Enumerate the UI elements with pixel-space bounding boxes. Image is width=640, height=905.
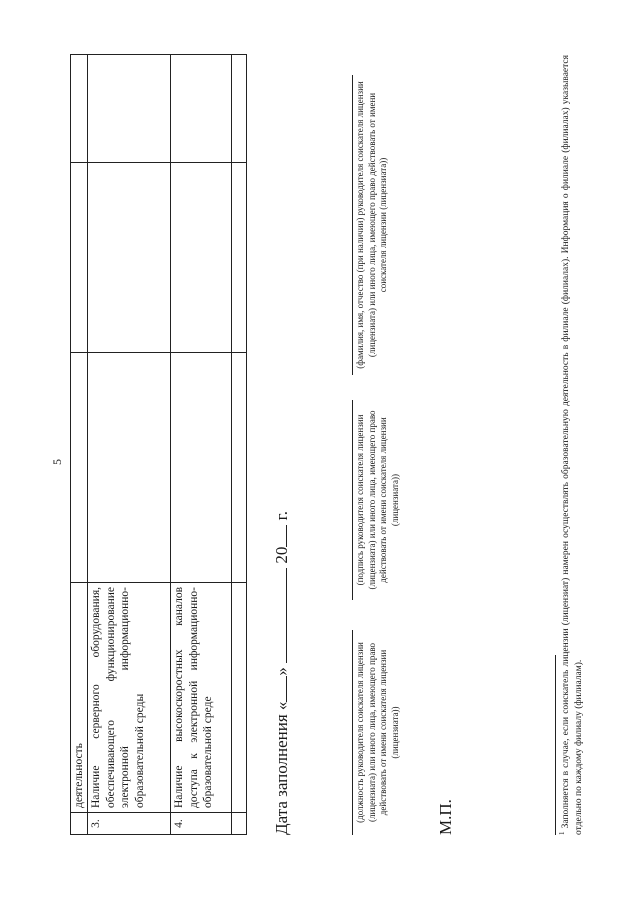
footnote-separator bbox=[555, 655, 556, 835]
year-prefix: 20 bbox=[272, 546, 291, 564]
table-cell bbox=[171, 163, 232, 353]
row-name: Наличие серверного оборудования, обеспечивающего функционирование электронной информационно-образовательной среды bbox=[88, 583, 171, 813]
table-cell bbox=[232, 163, 247, 353]
table-cell bbox=[71, 813, 88, 835]
table-row bbox=[171, 55, 232, 835]
footnote-marker: 1 bbox=[558, 831, 566, 835]
signature-caption: (подпись руководителя соискателя лицензии (лицензиата) или иного лица, имеющего право действовать от имени соискателя лицензии (лицензиата)) bbox=[352, 400, 402, 600]
day-blank[interactable] bbox=[272, 676, 287, 702]
stamp-label: М.П. bbox=[436, 799, 455, 835]
page-number: 5 bbox=[50, 459, 64, 465]
footnote-text: Заполняется в случае, если соискатель лицензии (лицензиат) намерен осуществлять образовательную деятельность в филиале (филиалах). Информация о филиале (филиалах) указывается отдельно по каждому филиалу (филиалам). bbox=[561, 55, 584, 835]
table-cell bbox=[232, 813, 247, 835]
full-name-caption: (фамилия, имя, отчество (при наличии) руководителя соискателя лицензии (лицензиата) или иного лица, имеющего право действовать от имени соискателя лицензии (лицензиата)) bbox=[352, 75, 390, 375]
table-cell bbox=[232, 583, 247, 813]
table-cell bbox=[71, 55, 88, 163]
row-name: Наличие высокоскоростных каналов доступа к электронной информационно-образовательной среде bbox=[171, 583, 232, 813]
table-row bbox=[232, 55, 247, 835]
table-cell bbox=[71, 583, 88, 813]
table-cell bbox=[171, 353, 232, 583]
table-cell bbox=[232, 55, 247, 163]
table-cell bbox=[232, 353, 247, 583]
table-cell bbox=[171, 55, 232, 163]
row-number: 3. bbox=[88, 813, 171, 835]
table-row bbox=[71, 55, 88, 835]
facilities-table bbox=[70, 54, 247, 835]
table-cell bbox=[88, 55, 171, 163]
table-cell bbox=[71, 163, 88, 353]
continued-text: деятельность bbox=[73, 743, 85, 808]
footnote bbox=[558, 55, 586, 835]
date-close-quote: » bbox=[272, 667, 291, 676]
year-suffix: г. bbox=[272, 511, 291, 521]
date-label: Дата заполнения « bbox=[272, 701, 291, 835]
table-cell bbox=[88, 163, 171, 353]
year-blank[interactable] bbox=[272, 525, 287, 547]
month-blank[interactable] bbox=[272, 568, 287, 663]
table-cell bbox=[71, 353, 88, 583]
table-cell bbox=[88, 353, 171, 583]
row-number: 4. bbox=[171, 813, 232, 835]
table-row bbox=[88, 55, 171, 835]
fill-date-line bbox=[272, 511, 292, 835]
position-caption: (должность руководителя соискателя лицензии (лицензиата) или иного лица, имеющего право действовать от имени соискателя лицензии (лицензиата)) bbox=[352, 630, 402, 835]
